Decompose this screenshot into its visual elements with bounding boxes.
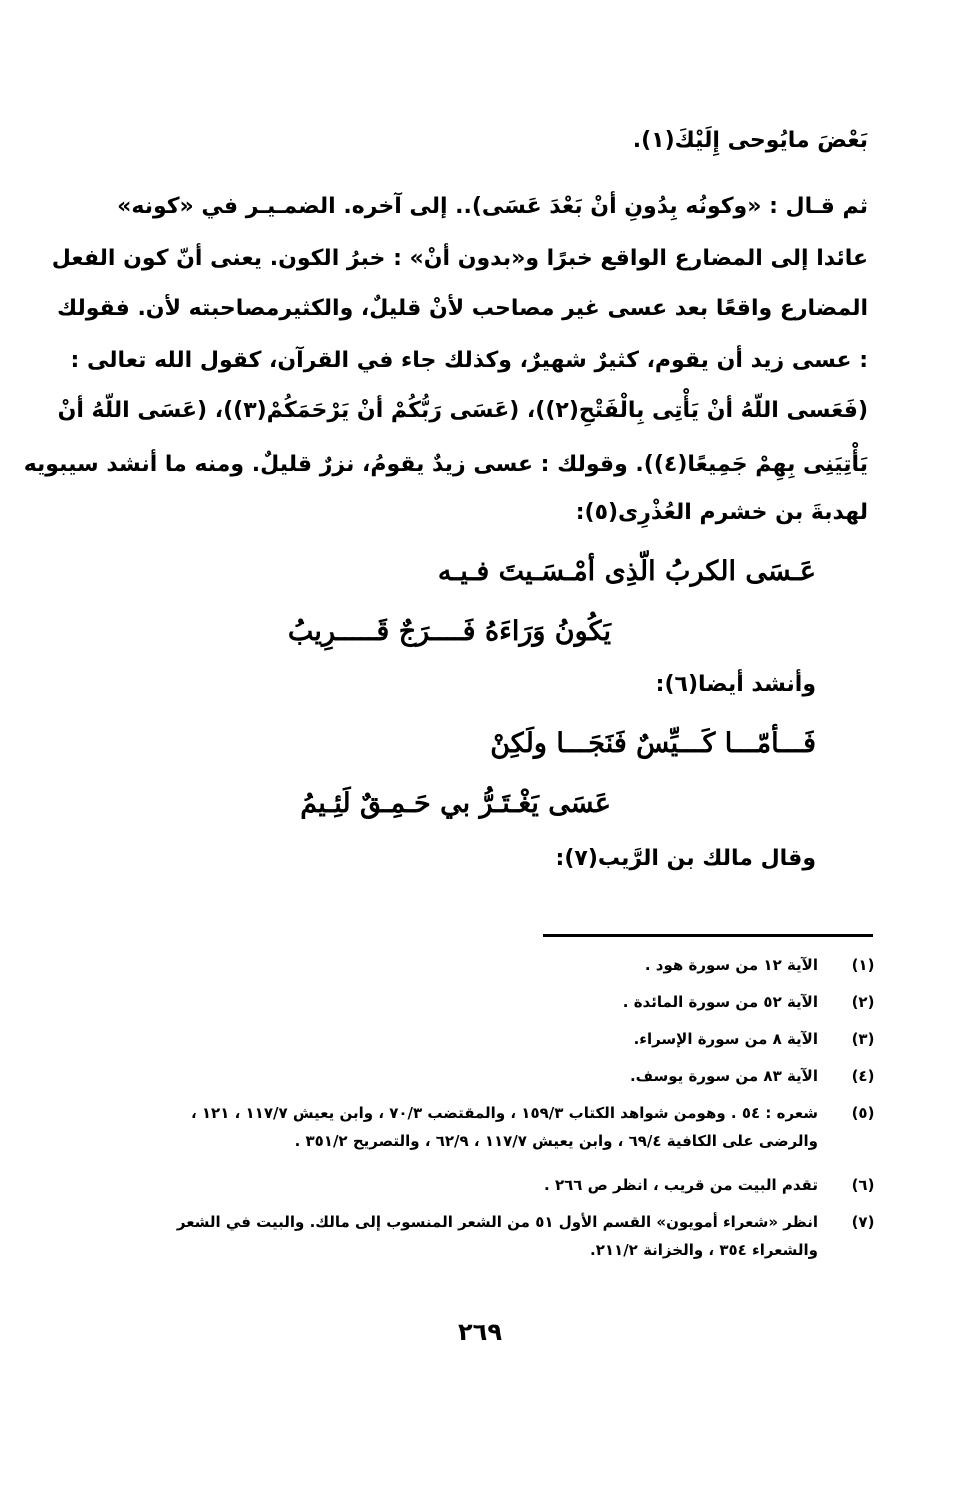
footnote-3 bbox=[138, 1030, 878, 1048]
footnote-number: (٧) bbox=[851, 1213, 875, 1231]
footnote-number: (٢) bbox=[851, 993, 875, 1011]
intro-line-2: وأنشد أيضا(٦): bbox=[655, 672, 816, 697]
body-line-4: المضارع واقعًا بعد عسى غير مصاحب لأنْ قليلٌ، والكثيرمصاحبته لأن. فقولك bbox=[57, 296, 868, 321]
body-line-5: : عسى زيد أن يقوم، كثيرٌ شهيرٌ، وكذلك جاء في القرآن، كقول الله تعالى : bbox=[70, 348, 868, 373]
body-line-7: يَأْتِيَنِى بِهِمْ جَمِيعًا(٤)). وقولك : عسى زيدٌ يقومُ، نزرٌ قليلٌ. ومنه ما أنشد سيبويه bbox=[23, 452, 868, 477]
footnote-text-continued: والرضى على الكافية ٦٩/٤ ، وابن يعيش ١١٧/٧ ، ٦٢/٩ ، والتصريح ٣٥١/٢ . bbox=[294, 1132, 818, 1150]
body-line-1: بَعْضَ مايُوحى إِلَيْكَ(١). bbox=[632, 128, 868, 153]
verse-2-second-hemistich: عَسَى يَغْـتَـرُّ بي حَـمِـقٌ لَئِـيمُ bbox=[300, 788, 611, 819]
body-line-2: ثم قـال : «وكونُه بِدُونِ أنْ بَعْدَ عَسَى).. إلى آخره. الضمـيـر في «كونه» bbox=[117, 194, 868, 219]
footnote-text: الآية ٨ من سورة الإسراء. bbox=[633, 1030, 818, 1048]
footnote-text: الآية ٥٢ من سورة المائدة . bbox=[622, 993, 818, 1011]
footnote-7 bbox=[138, 1213, 878, 1259]
body-line-6: (فَعَسى اللّهُ أنْ يَأْتِى بِالْفَتْحِ(٢))، (عَسَى رَبُّكُمْ أنْ يَرْحَمَكُمْ(٣))، (عَسَى اللّهُ أنْ bbox=[57, 398, 868, 423]
footnote-text: شعره : ٥٤ . وهومن شواهد الكتاب ١٥٩/٣ ، والمقتضب ٧٠/٣ ، وابن يعيش ١١٧/٧ ، ١٢١ ، bbox=[190, 1104, 818, 1122]
footnote-text: تقدم البيت من قريب ، انظر ص ٢٦٦ . bbox=[544, 1176, 818, 1194]
body-line-8: لهدبةَ بن خشرم العُذْرِى(٥): bbox=[575, 500, 868, 525]
body-line-3: عائدا إلى المضارع الواقع خبرًا و«بدون أنْ» : خبرُ الكون. يعنى أنّ كون الفعل bbox=[51, 246, 868, 271]
verse-1-first-hemistich: عَـسَى الكربُ الّذِى أمْـسَـيتَ فـيـه bbox=[437, 556, 816, 587]
page-number: ٢٦٩ bbox=[458, 1318, 502, 1346]
verse-1-second-hemistich: يَكُونُ وَرَاءَهُ فَــــرَجٌ قَـــــرِيبُ bbox=[287, 616, 611, 647]
intro-line-3: وقال مالك بن الرَّيب(٧): bbox=[555, 846, 816, 871]
footnote-1 bbox=[138, 956, 878, 974]
footnote-number: (٦) bbox=[851, 1176, 875, 1194]
footnote-text: انظر «شعراء أمويون» القسم الأول ٥١ من الشعر المنسوب إلى مالك. والبيت في الشعر bbox=[176, 1213, 818, 1231]
footnote-separator bbox=[543, 934, 873, 937]
footnote-number: (٣) bbox=[851, 1030, 875, 1048]
verse-2-first-hemistich: فَـــأمّـــا كَـــيِّسٌ فَنَجَـــا ولَكِنْ bbox=[490, 728, 816, 759]
footnote-text: الآية ١٢ من سورة هود . bbox=[644, 956, 818, 974]
footnote-6 bbox=[138, 1176, 878, 1194]
footnote-number: (٥) bbox=[851, 1104, 875, 1122]
footnote-text-continued: والشعراء ٣٥٤ ، والخزانة ٢١١/٢. bbox=[590, 1241, 818, 1259]
footnote-2 bbox=[138, 993, 878, 1011]
footnote-number: (١) bbox=[851, 956, 875, 974]
footnote-5 bbox=[138, 1104, 878, 1150]
footnote-4 bbox=[138, 1067, 878, 1085]
footnote-number: (٤) bbox=[851, 1067, 875, 1085]
footnote-text: الآية ٨٣ من سورة يوسف. bbox=[629, 1067, 818, 1085]
